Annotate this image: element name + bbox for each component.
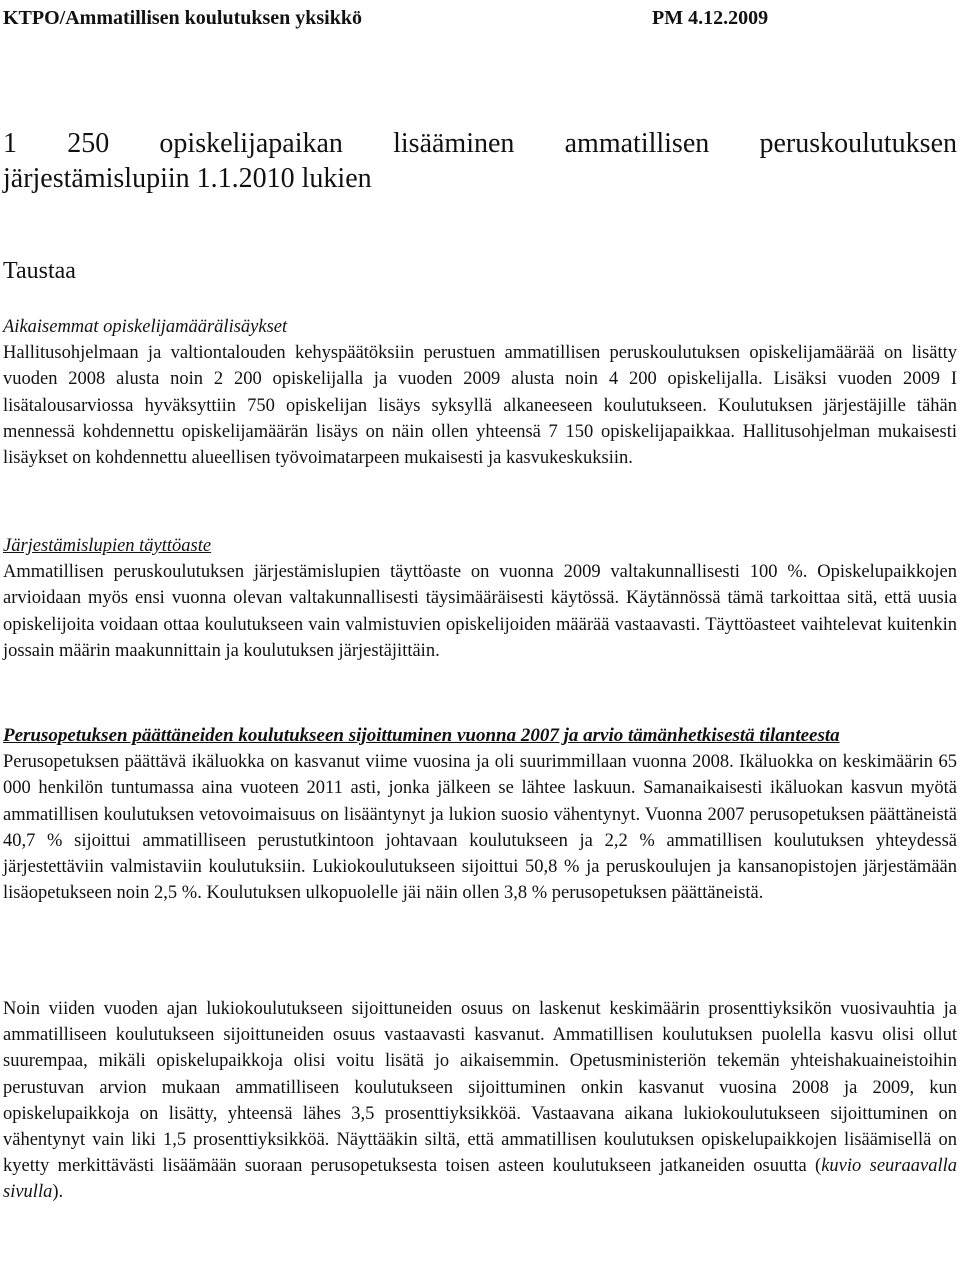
paragraph: Perusopetuksen päättävä ikäluokka on kasvanut viime vuosina ja oli suurimmillaan vuonna 2008. Ikäluokka on keskimäärin 65 000 henkilön tuntumassa aina vuoteen 2011 asti, jonka jälkeen se lähtee laskuun. Samanaikaisesti ikäluokan kasvun myötä ammatillisen koulutuksen vetovoimaisuus on lisääntynyt ja lukion suosio vähentynyt. Vuonna 2007 perusopetuksen päättäneistä 40,7 % sijoittui ammatilliseen perustutkintoon johtavaan koulutukseen ja 2,2 % ammatillisen koulutuksen yhteydessä järjestettäviin valmistaviin koulutuksiin. Lukiokoulutukseen sijoittui 50,8 % ja peruskoulujen ja kansanopistojen järjestämään lisäopetukseen noin 2,5 %. Koulutuksen ulkopuolelle jäi näin ollen 3,8 % perusopetuksen päättäneistä. <box>3 752 957 904</box>
paragraph: Ammatillisen peruskoulutuksen järjestämislupien täyttöaste on vuonna 2009 valtakunnallisesti 100 %. Opiskelupaikkojen arvioidaan myös ensi vuonna olevan valtakunnallisesti täysimääräisesti käytössä. Käytännössä tämä tarkoittaa sitä, että uusia opiskelijoita voidaan ottaa koulutukseen vain valmistuvien opiskelijoiden määrää vastaavasti. Täyttöasteet vaihtelevat kuitenkin jossain määrin maakunnittain ja koulutuksen järjestäjittäin. <box>3 562 957 661</box>
section-fill-rate <box>3 533 957 664</box>
title-line-2: järjestämislupiin 1.1.2010 lukien <box>3 163 372 194</box>
title-line-1: 1 250 opiskelijapaikan lisääminen ammatillisen peruskoulutuksen <box>3 128 957 159</box>
document-title <box>3 126 957 196</box>
subheading: Aikaisemmat opiskelijamäärälisäykset <box>3 317 288 337</box>
subheading: Perusopetuksen päättäneiden koulutukseen sijoittuminen vuonna 2007 ja arvio tämänhetkisestä tilanteesta <box>3 725 840 746</box>
section-placement <box>3 723 957 906</box>
section-previous-increases <box>3 314 957 471</box>
paragraph: Hallitusohjelmaan ja valtiontalouden kehyspäätöksiin perustuen ammatillisen peruskoulutuksen opiskelijamäärää on lisätty vuoden 2008 alusta noin 2 200 opiskelijalla ja vuoden 2009 alusta noin 4 200 opiskelijalla. Lisäksi vuoden 2009 I lisätalousarviossa hyväksyttiin 750 opiskelijan lisäys syksyllä alkaneeseen koulutukseen. Koulutuksen järjestäjille tähän mennessä kohdennettu opiskelijamäärän lisäys on näin ollen yhteensä 7 150 opiskelijapaikkaa. Hallitusohjelman mukaisesti lisäykset on kohdennettu alueellisen työvoimatarpeen mukaisesti ja kasvukeskuksiin. <box>3 343 957 469</box>
paragraph-text: Noin viiden vuoden ajan lukiokoulutukseen sijoittuneiden osuus on laskenut keskimäärin prosenttiyksikön vuosivauhtia ja ammatilliseen koulutukseen sijoittuneiden osuus vastaavasti kasvanut. Ammatillisen koulutuksen puolella kasvu olisi ollut suurempaa, mikäli opiskelupaikkoja olisi voitu lisätä jo aikaisemmin. Opetusministeriön tekemän yhteishakuaineistoihin perustuvan arvion mukaan ammatilliseen koulutukseen sijoittuminen onkin kasvanut vuosina 2008 ja 2009, kun opiskelupaikkoja on lisätty, yhteensä lähes 3,5 prosenttiyksikköä. Vastaavana aikana lukiokoulutukseen sijoittuminen on vähentynyt vain liki 1,5 prosenttiyksikköä. Näyttääkin siltä, että ammatillisen koulutuksen opiskelupaikkojen lisäämisellä on kyetty merkittävästi lisäämään suoraan perusopetuksesta toisen asteen koulutukseen jatkaneiden osuutta <box>3 999 957 1177</box>
figure-note: kuvio seuraavalla sivulla <box>3 1156 957 1203</box>
header-unit: KTPO/Ammatillisen koulutuksen yksikkö <box>3 7 362 29</box>
section-trend <box>3 996 957 1206</box>
paragraph: Noin viiden vuoden ajan lukiokoulutukseen sijoittuneiden osuus on laskenut keskimäärin prosenttiyksikön vuosivauhtia ja ammatilliseen koulutukseen sijoittuneiden osuus vastaavasti kasvanut. Ammatillisen koulutuksen puolella kasvu olisi ollut suurempaa, mikäli opiskelupaikkoja olisi voitu lisätä jo aikaisemmin. Opetusministeriön tekemän yhteishakuaineistoihin perustuvan arvion mukaan ammatilliseen koulutukseen sijoittuminen onkin kasvanut vuosina 2008 ja 2009, kun opiskelupaikkoja on lisätty, yhteensä lähes 3,5 prosenttiyksikköä. Vastaavana aikana lukiokoulutukseen sijoittuminen on vähentynyt vain liki 1,5 prosenttiyksikköä. Näyttääkin siltä, että ammatillisen koulutuksen opiskelupaikkojen lisäämisellä on kyetty merkittävästi lisäämään suoraan perusopetuksesta toisen asteen koulutukseen jatkaneiden osuutta (kuvio seuraavalla sivulla). <box>3 999 957 1203</box>
subheading: Järjestämislupien täyttöaste <box>3 536 212 556</box>
section-heading: Taustaa <box>3 258 76 284</box>
header-date: PM 4.12.2009 <box>652 7 769 29</box>
